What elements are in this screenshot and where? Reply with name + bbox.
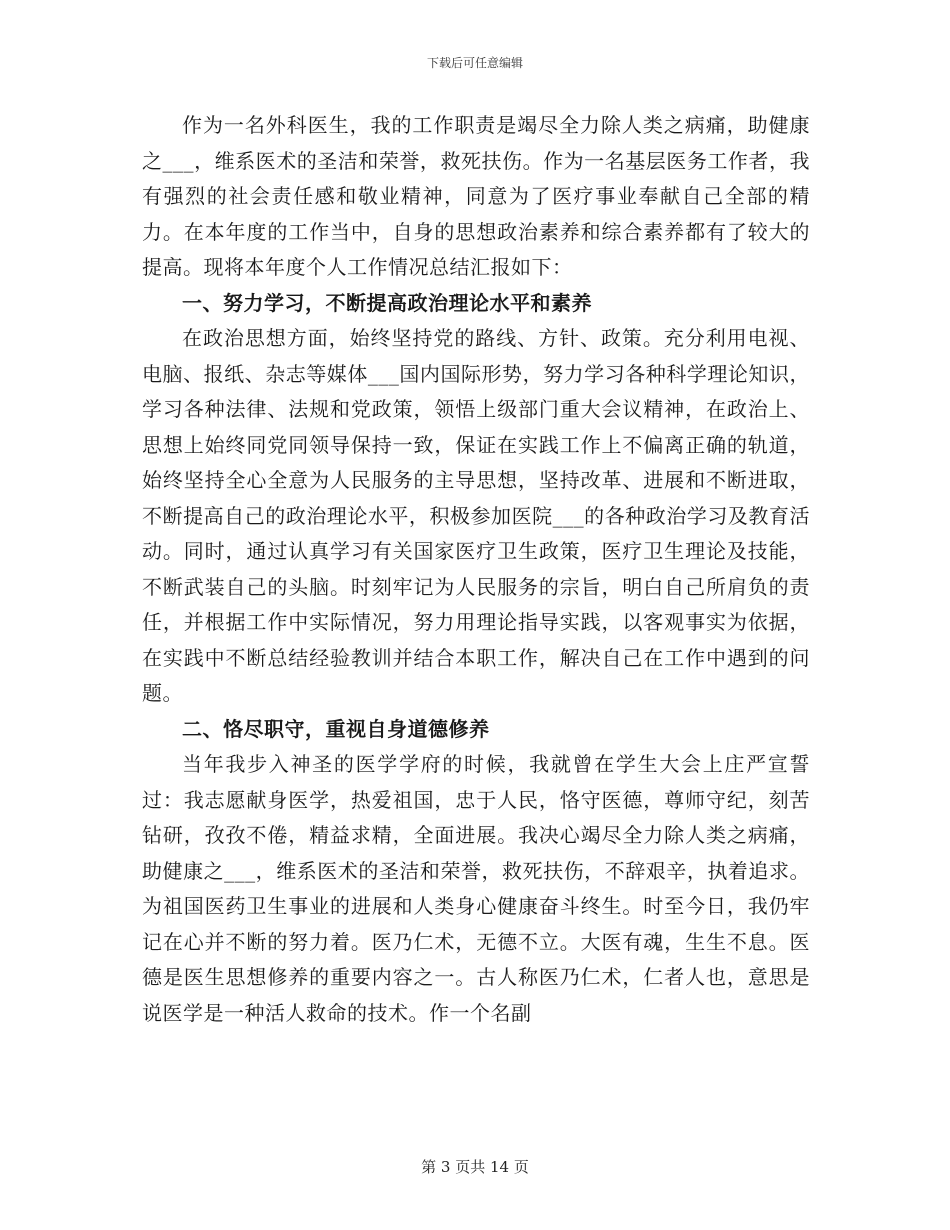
section-2-heading: 二、恪尽职守，重视自身道德修养 — [182, 716, 490, 741]
intro-paragraph: 作为一名外科医生，我的工作职责是竭尽全力除人类之病痛，助健康之___，维系医术的圣洁和荣誉，救死扶伤。作为一名基层医务工作者，我有强烈的社会责任感和敬业精神，同意为了医疗事业奉献自己全部的精力。在本年度的工作当中，自身的思想政治素养和综合素养都有了较大的提高。现将本年度个人工作情况总结汇报如下： — [142, 113, 810, 279]
document-body — [142, 108, 810, 1031]
section-1-heading: 一、努力学习，不断提高政治理论水平和素养 — [182, 290, 592, 315]
page-number: 第 3 页共 14 页 — [421, 1158, 529, 1176]
section-2-paragraph: 当年我步入神圣的医学学府的时候，我就曾在学生大会上庄严宣誓过：我志愿献身医学，热爱祖国，忠于人民，恪守医德，尊师守纪，刻苦钻研，孜孜不倦，精益求精，全面进展。我决心竭尽全力除人类之病痛，助健康之___，维系医术的圣洁和荣誉，救死扶伤，不辞艰辛，执着追求。为祖国医药卫生事业的进展和人类身心健康奋斗终生。时至今日，我仍牢记在心并不断的努力着。医乃仁术，无德不立。大医有魂，生生不息。医德是医生思想修养的重要内容之一。古人称医乃仁术，仁者人也，意思是说医学是一种活人救命的技术。作一个名副 — [142, 752, 810, 1025]
page-header: 下载后可任意编辑 — [426, 56, 523, 70]
section-1-paragraph: 在政治思想方面，始终坚持党的路线、方针、政策。充分利用电视、电脑、报纸、杂志等媒体___国内国际形势，努力学习各种科学理论知识，学习各种法律、法规和党政策，领悟上级部门重大会议精神，在政治上、思想上始终同党同领导保持一致，保证在实践工作上不偏离正确的轨道，始终坚持全心全意为人民服务的主导思想，坚持改革、进展和不断进取，不断提高自己的政治理论水平，积极参加医院___的各种政治学习及教育活动。同时，通过认真学习有关国家医疗卫生政策，医疗卫生理论及技能，不断武装自己的头脑。时刻牢记为人民服务的宗旨，明白自己所肩负的责任，并根据工作中实际情况，努力用理论指导实践，以客观事实为依据，在实践中不断总结经验教训并结合本职工作，解决自己在工作中遇到的问题。 — [142, 326, 810, 705]
